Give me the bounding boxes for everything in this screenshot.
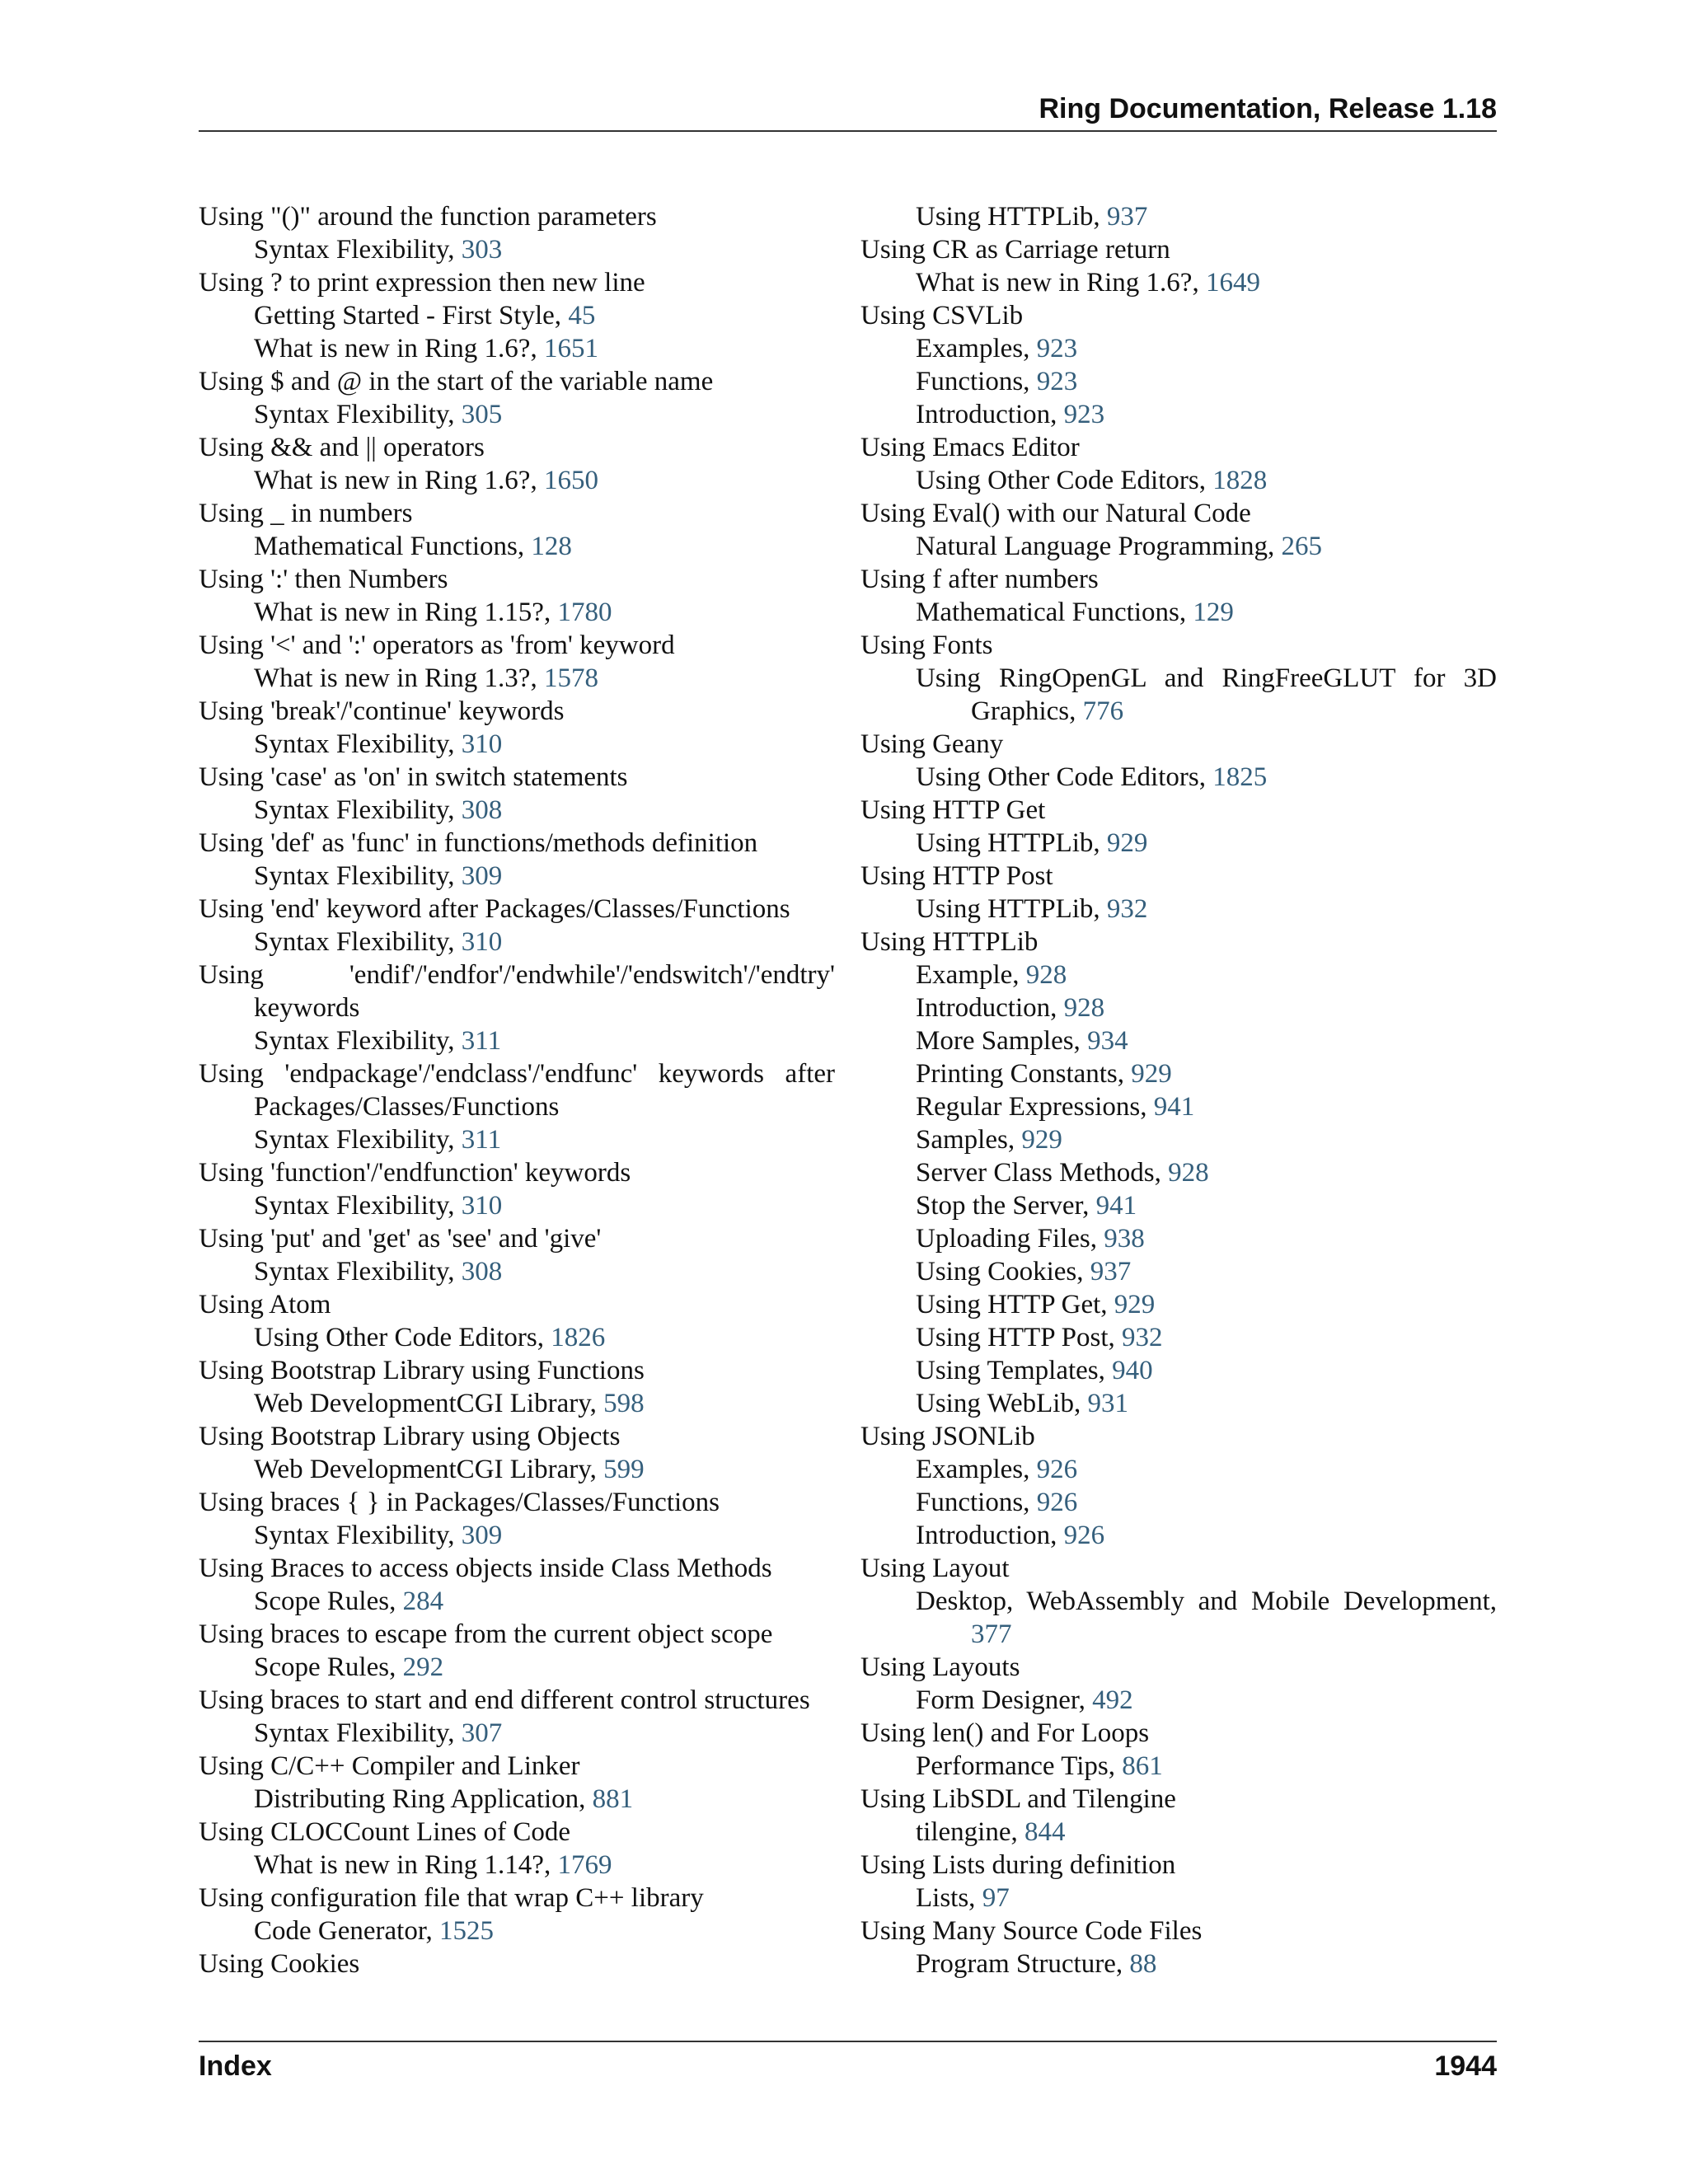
index-term: Using ':' then Numbers	[199, 565, 448, 594]
subentry-label: Using Other Code Editors,	[916, 466, 1213, 495]
subentry-label: Syntax Flexibility,	[254, 1026, 462, 1056]
page-link[interactable]: 128	[531, 532, 572, 561]
page-link[interactable]: 1578	[543, 663, 598, 693]
index-subentry	[860, 596, 1497, 629]
page-link[interactable]: 928	[1025, 960, 1067, 990]
page-link[interactable]: 310	[461, 1191, 503, 1221]
index-entry	[199, 1354, 835, 1420]
index-term: Using '<' and ':' operators as 'from' keyword	[199, 630, 675, 660]
index-subentry	[199, 662, 835, 695]
subentry-label: Distributing Ring Application,	[254, 1784, 593, 1814]
index-term: Using Layouts	[860, 1652, 1020, 1682]
index-subentry	[860, 1387, 1497, 1420]
subentry-label: Syntax Flexibility,	[254, 729, 462, 759]
index-subentry	[860, 1189, 1497, 1222]
index-term: Using braces to start and end different control structures	[199, 1685, 810, 1715]
index-entry	[199, 200, 835, 266]
subentry-label: Using HTTPLib,	[916, 202, 1107, 232]
index-subentry	[860, 1684, 1497, 1717]
subentry-label: Mathematical Functions,	[916, 598, 1193, 627]
subentry-label: Scope Rules,	[254, 1586, 403, 1616]
index-entry	[860, 860, 1497, 926]
index-entry	[860, 200, 1497, 233]
index-entry	[860, 1552, 1497, 1651]
index-term: Using Atom	[199, 1290, 331, 1319]
page-link[interactable]: 1649	[1205, 268, 1260, 298]
index-subentry	[860, 827, 1497, 860]
subentry-label: Getting Started - First Style,	[254, 301, 569, 330]
index-subentry	[199, 596, 835, 629]
index-entry	[199, 1420, 835, 1486]
page-link[interactable]: 881	[592, 1784, 634, 1814]
page-link[interactable]: 1651	[543, 334, 598, 363]
page-link[interactable]: 929	[1021, 1125, 1062, 1155]
index-term: Using len() and For Loops	[860, 1718, 1150, 1748]
index-subentry	[860, 332, 1497, 365]
index-subentry	[199, 1585, 835, 1618]
page-link[interactable]: 937	[1090, 1257, 1132, 1286]
index-entry	[860, 629, 1497, 728]
index-entry	[860, 1717, 1497, 1783]
index-entry	[199, 1882, 835, 1947]
subentry-label: Regular Expressions,	[916, 1092, 1154, 1122]
subentry-label: Using HTTPLib,	[916, 828, 1107, 858]
index-entry	[860, 299, 1497, 431]
page-link[interactable]: 1826	[551, 1323, 606, 1352]
page-link[interactable]: 311	[461, 1026, 502, 1056]
index-term: Using 'endpackage'/'endclass'/'endfunc' keywords after Packages/Classes/Functions	[199, 1059, 835, 1122]
subentry-label: Performance Tips,	[916, 1751, 1123, 1781]
subentry-label: Web DevelopmentCGI Library,	[254, 1389, 604, 1418]
index-subentry	[860, 1750, 1497, 1783]
index-term: Using Fonts	[860, 630, 993, 660]
index-entry	[199, 266, 835, 365]
index-term: Using ? to print expression then new line	[199, 268, 645, 298]
index-entry	[860, 926, 1497, 1420]
subentry-label: Syntax Flexibility,	[254, 1257, 462, 1286]
index-subentry	[860, 1816, 1497, 1849]
subentry-label: Syntax Flexibility,	[254, 927, 462, 957]
index-term: Using braces { } in Packages/Classes/Functions	[199, 1488, 720, 1517]
page-link[interactable]: 929	[1114, 1290, 1156, 1319]
subentry-label: Syntax Flexibility,	[254, 400, 462, 429]
document-title: Ring Documentation, Release 1.18	[1039, 93, 1497, 124]
index-entry	[199, 365, 835, 431]
page-link[interactable]: 940	[1112, 1356, 1153, 1385]
index-subentry	[199, 860, 835, 893]
index-entry	[199, 563, 835, 629]
index-entry	[860, 431, 1497, 497]
index-subentry	[199, 1189, 835, 1222]
subentry-label: What is new in Ring 1.15?,	[254, 598, 558, 627]
page-link[interactable]: 941	[1095, 1191, 1137, 1221]
index-term: Using 'case' as 'on' in switch statements	[199, 762, 628, 792]
index-subentry	[860, 893, 1497, 926]
index-term: Using Layout	[860, 1554, 1010, 1583]
index-subentry	[860, 662, 1497, 728]
index-entry	[199, 1156, 835, 1222]
page-link[interactable]: 308	[461, 795, 503, 825]
subentry-label: Using Other Code Editors,	[916, 762, 1213, 792]
page-link[interactable]: 303	[461, 235, 503, 265]
index-subentry	[199, 1519, 835, 1552]
subentry-label: Syntax Flexibility,	[254, 1521, 462, 1550]
subentry-label: Using Other Code Editors,	[254, 1323, 551, 1352]
page-link[interactable]: 941	[1153, 1092, 1195, 1122]
page-link[interactable]: 292	[402, 1652, 444, 1682]
index-subentry	[860, 1882, 1497, 1915]
index-term: Using 'endif'/'endfor'/'endwhile'/'endswitch'/'endtry' keywords	[199, 960, 835, 1023]
index-subentry	[199, 464, 835, 497]
page-link[interactable]: 937	[1106, 202, 1148, 232]
index-subentry	[199, 1849, 835, 1882]
index-subentry	[199, 233, 835, 266]
index-entry	[199, 1947, 835, 1980]
index-term: Using "()" around the function parameters	[199, 202, 657, 232]
index-subentry	[860, 761, 1497, 794]
index-subentry	[860, 1947, 1497, 1980]
subentry-label: Samples,	[916, 1125, 1022, 1155]
index-term: Using 'end' keyword after Packages/Classes/Functions	[199, 894, 790, 924]
subentry-label: Functions,	[916, 367, 1037, 396]
page-link[interactable]: 492	[1092, 1685, 1133, 1715]
index-entry	[860, 1651, 1497, 1717]
subentry-label: Printing Constants,	[916, 1059, 1132, 1089]
subentry-label: Examples,	[916, 1455, 1037, 1484]
index-subentry	[860, 1288, 1497, 1321]
page-footer	[199, 2041, 1497, 2087]
index-subentry	[860, 398, 1497, 431]
subentry-label: Form Designer,	[916, 1685, 1093, 1715]
page-link[interactable]: 861	[1122, 1751, 1163, 1781]
subentry-label: What is new in Ring 1.14?,	[254, 1850, 558, 1880]
subentry-label: Example,	[916, 960, 1026, 990]
index-subentry	[199, 794, 835, 827]
page-link[interactable]: 929	[1106, 828, 1148, 858]
index-subentry	[860, 266, 1497, 299]
index-entry	[199, 827, 835, 893]
subentry-label: Using HTTP Get,	[916, 1290, 1114, 1319]
index-entry	[860, 1420, 1497, 1552]
index-term: Using CLOCCount Lines of Code	[199, 1817, 570, 1847]
index-entry	[199, 629, 835, 695]
page-link[interactable]: 377	[971, 1619, 1012, 1649]
subentry-label: Mathematical Functions,	[254, 532, 532, 561]
index-subentry	[860, 1024, 1497, 1057]
subentry-label: What is new in Ring 1.6?,	[916, 268, 1206, 298]
index-term: Using C/C++ Compiler and Linker	[199, 1751, 580, 1781]
index-entry	[199, 1486, 835, 1552]
page-link[interactable]: 938	[1104, 1224, 1145, 1254]
index-subentry	[199, 1915, 835, 1947]
subentry-label: Examples,	[916, 334, 1037, 363]
subentry-label: Natural Language Programming,	[916, 532, 1282, 561]
subentry-label: Server Class Methods,	[916, 1158, 1169, 1188]
page-link[interactable]: 1780	[557, 598, 612, 627]
index-subentry	[860, 1354, 1497, 1387]
page-link[interactable]: 307	[461, 1718, 503, 1748]
page-link[interactable]: 932	[1121, 1323, 1163, 1352]
index-subentry	[860, 1156, 1497, 1189]
index-entry	[199, 958, 835, 1057]
page-link[interactable]: 928	[1063, 993, 1105, 1023]
page-link[interactable]: 776	[1082, 696, 1124, 726]
index-subentry	[860, 1486, 1497, 1519]
index-term: Using CSVLib	[860, 301, 1024, 330]
subentry-label: What is new in Ring 1.3?,	[254, 663, 544, 693]
index-entry	[199, 1750, 835, 1816]
subentry-label: Using Templates,	[916, 1356, 1113, 1385]
index-term: Using configuration file that wrap C++ library	[199, 1883, 704, 1913]
subentry-label: What is new in Ring 1.6?,	[254, 334, 544, 363]
index-subentry	[199, 398, 835, 431]
index-subentry	[199, 728, 835, 761]
index-term: Using LibSDL and Tilengine	[860, 1784, 1176, 1814]
index-subentry	[860, 1453, 1497, 1486]
index-term: Using Bootstrap Library using Functions	[199, 1356, 645, 1385]
subentry-label: Desktop, WebAssembly and Mobile Development,	[916, 1586, 1497, 1616]
index-entry	[860, 1783, 1497, 1849]
index-subentry	[860, 200, 1497, 233]
index-subentry	[860, 1519, 1497, 1552]
index-entry	[860, 728, 1497, 794]
index-term: Using Bootstrap Library using Objects	[199, 1422, 621, 1451]
page-link[interactable]: 926	[1036, 1455, 1078, 1484]
page-link[interactable]: 1769	[557, 1850, 612, 1880]
page-link[interactable]: 926	[1036, 1488, 1078, 1517]
subentry-label: Using HTTP Post,	[916, 1323, 1122, 1352]
index-entry	[199, 1057, 835, 1156]
index-subentry	[199, 1453, 835, 1486]
index-subentry	[860, 1255, 1497, 1288]
index-term: Using && and || operators	[199, 433, 485, 462]
index-term: Using CR as Carriage return	[860, 235, 1170, 265]
index-entry	[860, 497, 1497, 563]
page-link[interactable]: 309	[461, 1521, 503, 1550]
subentry-label: Code Generator,	[254, 1916, 440, 1946]
subentry-label: Syntax Flexibility,	[254, 1191, 462, 1221]
index-entry	[199, 497, 835, 563]
page-link[interactable]: 599	[603, 1455, 645, 1484]
index-term: Using HTTP Post	[860, 861, 1053, 891]
index-entry	[199, 1816, 835, 1882]
subentry-label: More Samples,	[916, 1026, 1088, 1056]
page-link[interactable]: 923	[1036, 367, 1078, 396]
index-term: Using _ in numbers	[199, 499, 413, 528]
page-link[interactable]: 1525	[439, 1916, 495, 1946]
index-entry	[199, 761, 835, 827]
index-subentry	[199, 1123, 835, 1156]
subentry-label: Syntax Flexibility,	[254, 1718, 462, 1748]
page-link[interactable]: 928	[1168, 1158, 1209, 1188]
page-link[interactable]: 311	[461, 1125, 502, 1155]
index-entry	[860, 233, 1497, 299]
page-link[interactable]: 934	[1087, 1026, 1128, 1056]
index-column-right	[860, 200, 1497, 1980]
page-link[interactable]: 305	[461, 400, 503, 429]
page-link[interactable]: 1650	[543, 466, 598, 495]
page-link[interactable]: 310	[461, 927, 503, 957]
index-subentry	[860, 464, 1497, 497]
subentry-label: Web DevelopmentCGI Library,	[254, 1455, 604, 1484]
subentry-label: What is new in Ring 1.6?,	[254, 466, 544, 495]
index-subentry	[860, 1321, 1497, 1354]
index-entry	[860, 1849, 1497, 1915]
index-term: Using 'break'/'continue' keywords	[199, 696, 565, 726]
index-entry	[860, 794, 1497, 860]
index-term: Using Emacs Editor	[860, 433, 1080, 462]
index-entry	[199, 1618, 835, 1684]
subentry-label: Using WebLib,	[916, 1389, 1088, 1418]
page-link[interactable]: 932	[1106, 894, 1148, 924]
index-entry	[199, 1684, 835, 1750]
index-term: Using 'function'/'endfunction' keywords	[199, 1158, 631, 1188]
index-term: Using HTTPLib	[860, 927, 1039, 957]
page-number: 1944	[1434, 2050, 1497, 2082]
subentry-label: Program Structure,	[916, 1949, 1130, 1979]
index-column-left	[199, 200, 835, 1980]
page-header	[199, 91, 1497, 132]
index-entry	[199, 695, 835, 761]
page-link[interactable]: 308	[461, 1257, 503, 1286]
subentry-label: Stop the Server,	[916, 1191, 1096, 1221]
index-subentry	[860, 1057, 1497, 1090]
index-term: Using 'def' as 'func' in functions/methods definition	[199, 828, 758, 858]
subentry-label: Using Cookies,	[916, 1257, 1090, 1286]
page-link[interactable]: 97	[982, 1883, 1010, 1913]
index-term: Using 'put' and 'get' as 'see' and 'give'	[199, 1224, 602, 1254]
subentry-label: Using HTTPLib,	[916, 894, 1107, 924]
index-subentry	[860, 530, 1497, 563]
page-link[interactable]: 310	[461, 729, 503, 759]
index-term: Using Braces to access objects inside Class Methods	[199, 1554, 772, 1583]
page-link[interactable]: 45	[568, 301, 596, 330]
page-link[interactable]: 598	[603, 1389, 645, 1418]
page-link[interactable]: 926	[1063, 1521, 1105, 1550]
subentry-label: Lists,	[916, 1883, 982, 1913]
page-link[interactable]: 931	[1087, 1389, 1128, 1418]
index-term: Using Lists during definition	[860, 1850, 1176, 1880]
index-subentry	[199, 1321, 835, 1354]
index-subentry	[199, 1255, 835, 1288]
index-term: Using Eval() with our Natural Code	[860, 499, 1251, 528]
page-link[interactable]: 1828	[1212, 466, 1268, 495]
subentry-label: Syntax Flexibility,	[254, 795, 462, 825]
index-entry	[199, 1288, 835, 1354]
subentry-label: Introduction,	[916, 400, 1064, 429]
page-link[interactable]: 1825	[1212, 762, 1268, 792]
subentry-label: tilengine,	[916, 1817, 1025, 1847]
index-entry	[199, 1552, 835, 1618]
index-subentry	[199, 530, 835, 563]
index-subentry	[199, 332, 835, 365]
index-subentry	[199, 1387, 835, 1420]
subentry-label: Functions,	[916, 1488, 1037, 1517]
index-subentry	[860, 958, 1497, 991]
subentry-label: Introduction,	[916, 993, 1064, 1023]
page-link[interactable]: 923	[1063, 400, 1105, 429]
index-subentry	[199, 1783, 835, 1816]
subentry-label: Syntax Flexibility,	[254, 861, 462, 891]
page-link[interactable]: 923	[1036, 334, 1078, 363]
page-link[interactable]: 309	[461, 861, 503, 891]
index-subentry	[860, 1222, 1497, 1255]
index-entry	[199, 893, 835, 958]
index-subentry	[860, 1123, 1497, 1156]
index-entry	[199, 1222, 835, 1288]
index-term: Using Cookies	[199, 1949, 360, 1979]
index-term: Using f after numbers	[860, 565, 1099, 594]
index-subentry	[860, 1585, 1497, 1651]
page-link[interactable]: 88	[1129, 1949, 1157, 1979]
index-subentry	[860, 991, 1497, 1024]
index-subentry	[199, 299, 835, 332]
index-term: Using braces to escape from the current object scope	[199, 1619, 773, 1649]
page-link[interactable]: 929	[1131, 1059, 1172, 1089]
index-entry	[860, 563, 1497, 629]
subentry-label: Syntax Flexibility,	[254, 235, 462, 265]
subentry-label: Syntax Flexibility,	[254, 1125, 462, 1155]
index-entry	[860, 1915, 1497, 1980]
index-subentry	[199, 1024, 835, 1057]
subentry-label: Using RingOpenGL and RingFreeGLUT for 3D Graphics,	[916, 663, 1497, 726]
index-term: Using HTTP Get	[860, 795, 1046, 825]
page-link[interactable]: 844	[1024, 1817, 1066, 1847]
page-link[interactable]: 265	[1281, 532, 1323, 561]
index-subentry	[860, 1090, 1497, 1123]
subentry-label: Uploading Files,	[916, 1224, 1104, 1254]
page-link[interactable]: 284	[402, 1586, 444, 1616]
index-subentry	[199, 926, 835, 958]
subentry-label: Introduction,	[916, 1521, 1064, 1550]
page-link[interactable]: 129	[1193, 598, 1234, 627]
index-subentry	[860, 365, 1497, 398]
index-term: Using JSONLib	[860, 1422, 1035, 1451]
index-entry	[199, 431, 835, 497]
index-subentry	[199, 1651, 835, 1684]
index-subentry	[199, 1717, 835, 1750]
subentry-label: Scope Rules,	[254, 1652, 403, 1682]
index-term: Using $ and @ in the start of the variable name	[199, 367, 714, 396]
section-label: Index	[199, 2050, 272, 2082]
index-term: Using Geany	[860, 729, 1004, 759]
index-term: Using Many Source Code Files	[860, 1916, 1203, 1946]
